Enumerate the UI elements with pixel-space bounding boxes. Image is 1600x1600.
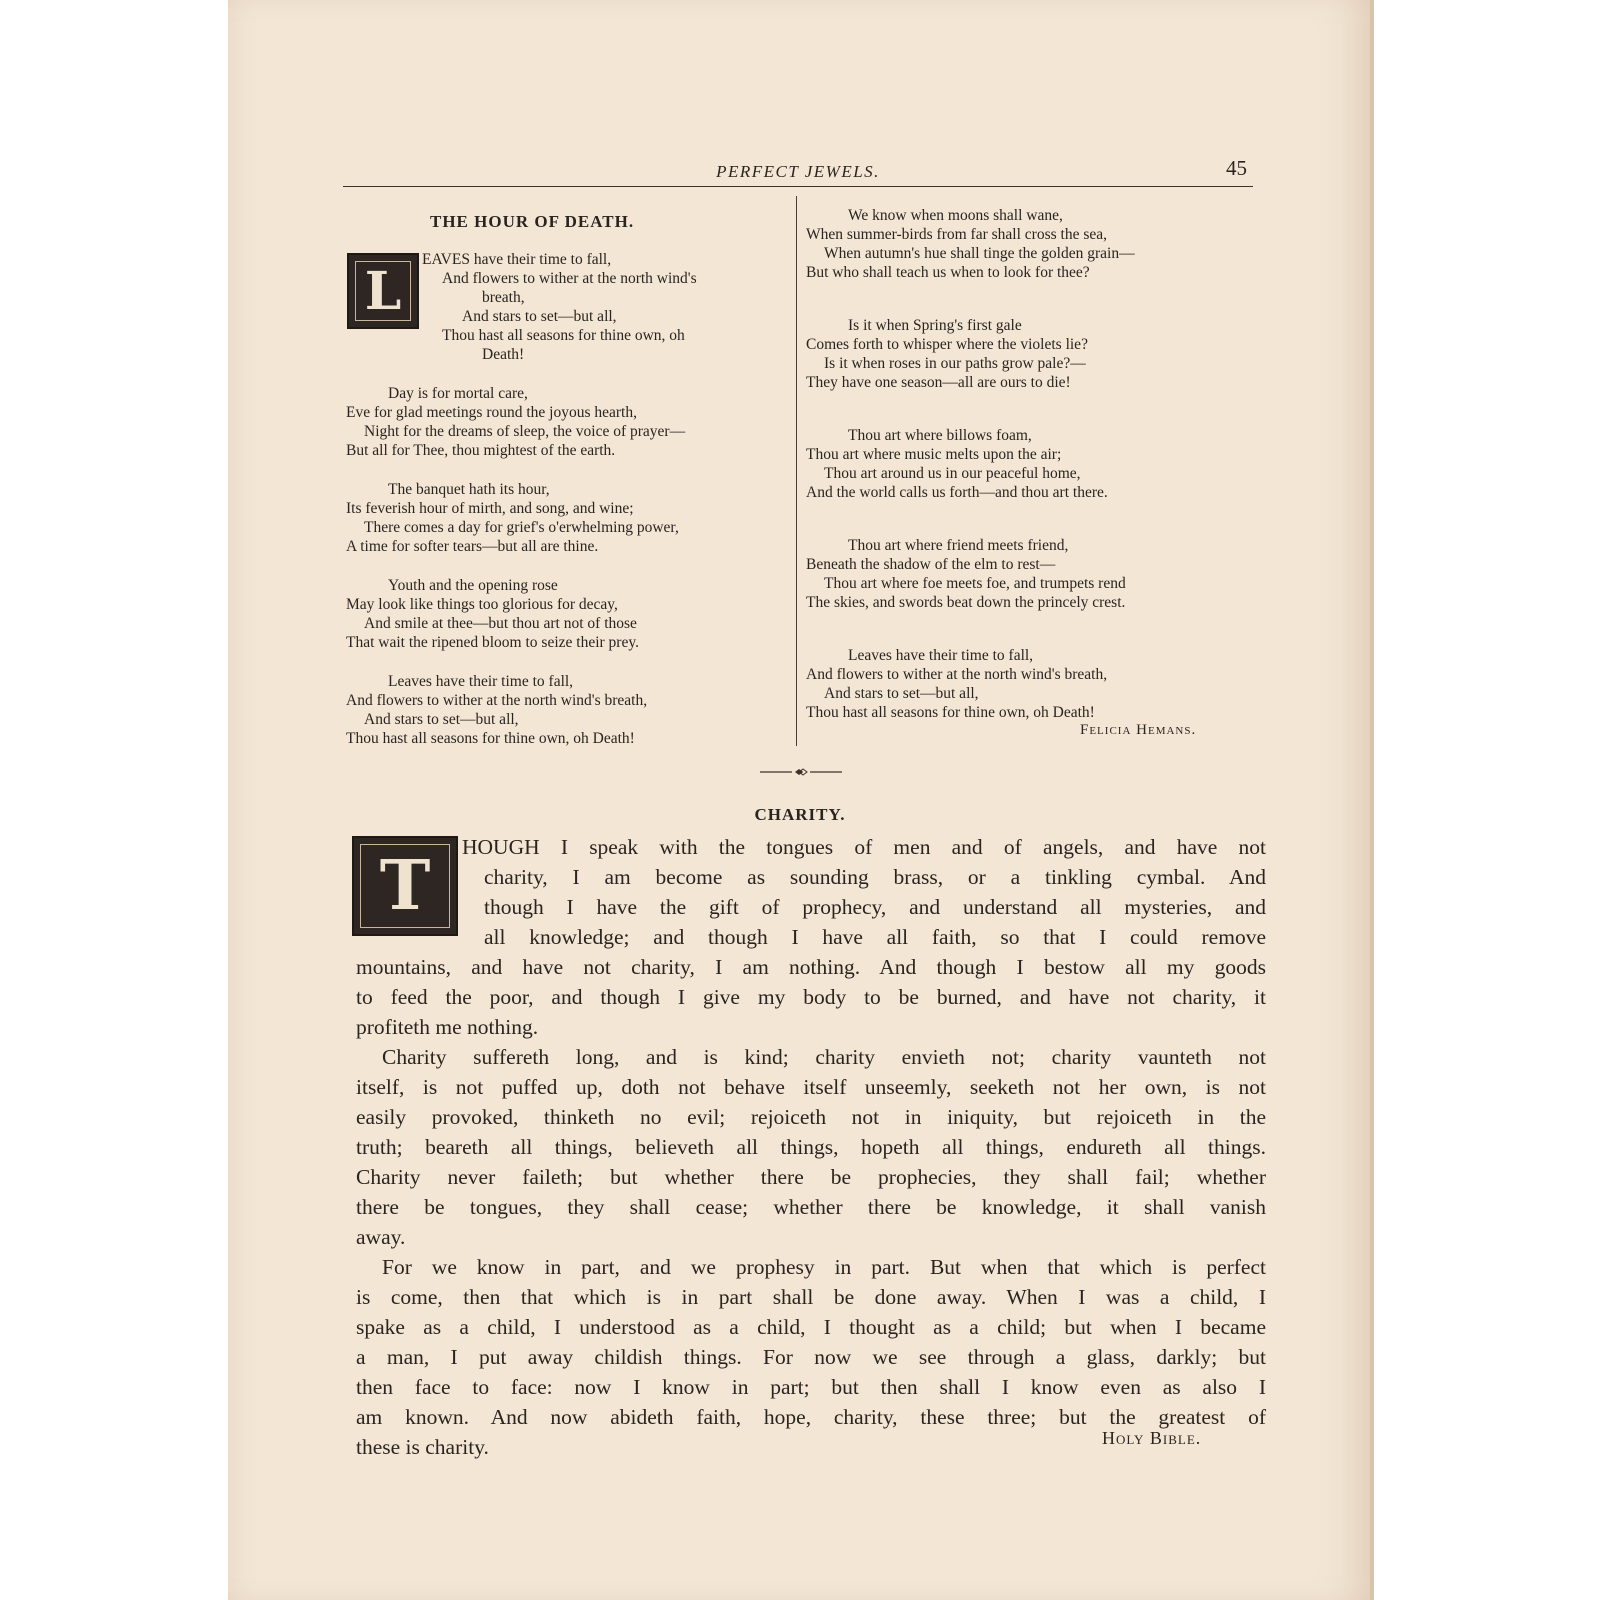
poem-attribution: Felicia Hemans. — [1080, 722, 1197, 738]
prose-line: though I have the gift of prophecy, and understand all mysteries, and — [484, 895, 1266, 919]
verse-line: Thou art where friend meets friend, — [848, 537, 1069, 554]
verse-line: Is it when roses in our paths grow pale?— — [824, 355, 1086, 372]
verse-line: Its feverish hour of mirth, and song, and wine; — [346, 500, 634, 517]
prose-line: these is charity. — [356, 1435, 489, 1459]
verse-line: There comes a day for grief's o'erwhelming power, — [364, 519, 679, 536]
prose-line: For we know in part, and we prophesy in part. But when that which is perfect — [382, 1255, 1266, 1279]
stanza — [346, 480, 786, 556]
verse-line: And flowers to wither at the north wind's — [442, 270, 697, 287]
verse-line: Thou hast all seasons for thine own, oh Death! — [346, 730, 635, 747]
verse-line: Is it when Spring's first gale — [848, 317, 1022, 334]
verse-line: Leaves have their time to fall, — [848, 647, 1034, 664]
verse-line: The skies, and swords beat down the princely crest. — [806, 594, 1126, 611]
page-number: 45 — [1226, 156, 1247, 180]
verse-line: But who shall teach us when to look for thee? — [806, 264, 1090, 281]
running-head — [343, 156, 1253, 186]
running-head-title: PERFECT JEWELS. — [716, 162, 880, 181]
header-rule — [343, 186, 1253, 187]
poem-right-column — [806, 206, 1256, 722]
ornament-divider-icon — [760, 768, 842, 776]
drop-cap-letter: L — [355, 261, 411, 321]
poem-left-column — [346, 250, 786, 768]
verse-line: Thou art around us in our peaceful home, — [824, 465, 1081, 482]
verse-line: Comes forth to whisper where the violets lie? — [806, 336, 1088, 353]
charity-text — [356, 832, 1266, 1462]
prose-line: spake as a child, I understood as a child, I thought as a child; but when I became — [356, 1315, 1266, 1339]
verse-line: Beneath the shadow of the elm to rest— — [806, 556, 1056, 573]
stanza — [806, 206, 1256, 282]
page-edge — [1370, 0, 1374, 1600]
verse-line: And stars to set—but all, — [824, 685, 979, 702]
verse-line: Thou art where music melts upon the air; — [806, 446, 1062, 463]
verse-line: May look like things too glorious for decay, — [346, 596, 618, 613]
verse-line: Thou hast all seasons for thine own, oh — [442, 327, 685, 344]
prose-line: charity, I am become as sounding brass, or a tinkling cymbal. And — [484, 865, 1266, 889]
verse-line: Eve for glad meetings round the joyous hearth, — [346, 404, 637, 421]
charity-title: CHARITY. — [754, 805, 846, 824]
drop-cap-letter: T — [360, 844, 450, 928]
verse-line: Youth and the opening rose — [388, 577, 558, 594]
verse-line: Leaves have their time to fall, — [388, 673, 574, 690]
prose-line: am known. And now abideth faith, hope, charity, these three; but the greatest of — [356, 1405, 1266, 1429]
verse-line: When summer-birds from far shall cross the sea, — [806, 226, 1107, 243]
prose-line: a man, I put away childish things. For now we see through a glass, darkly; but — [356, 1345, 1266, 1369]
charity-attribution: Holy Bible. — [1102, 1428, 1202, 1448]
verse-line: When autumn's hue shall tinge the golden grain— — [824, 245, 1135, 262]
verse-line: A time for softer tears—but all are thine. — [346, 538, 599, 555]
verse-line: And smile at thee—but thou art not of those — [364, 615, 637, 632]
prose-line: itself, is not puffed up, doth not behave itself unseemly, seeketh not her own, is not — [356, 1075, 1266, 1099]
prose-line: there be tongues, they shall cease; whether there be knowledge, it shall vanish — [356, 1195, 1266, 1219]
prose-line: Charity suffereth long, and is kind; charity envieth not; charity vaunteth not — [382, 1045, 1266, 1069]
verse-line: breath, — [482, 289, 525, 306]
stanza — [806, 316, 1256, 392]
verse-line: Thou art where billows foam, — [848, 427, 1032, 444]
stanza — [346, 250, 786, 364]
poem-title: THE HOUR OF DEATH. — [430, 212, 635, 231]
verse-line: Death! — [482, 346, 525, 363]
prose-line: away. — [356, 1225, 406, 1249]
column-divider — [796, 196, 797, 746]
verse-line: And stars to set—but all, — [462, 308, 617, 325]
stanza — [806, 646, 1256, 722]
verse-line: And the world calls us forth—and thou art there. — [806, 484, 1108, 501]
prose-line: to feed the poor, and though I give my body to be burned, and have not charity, it — [356, 985, 1266, 1009]
verse-line: Thou art where foe meets foe, and trumpets rend — [824, 575, 1126, 592]
prose-line: easily provoked, thinketh no evil; rejoiceth not in iniquity, but rejoiceth in the — [356, 1105, 1266, 1129]
verse-line: EAVES have their time to fall, — [422, 251, 612, 268]
verse-line: And flowers to wither at the north wind's breath, — [346, 692, 648, 709]
prose-line: mountains, and have not charity, I am nothing. And though I bestow all my goods — [356, 955, 1266, 979]
prose-line: profiteth me nothing. — [356, 1015, 539, 1039]
verse-line: The banquet hath its hour, — [388, 481, 550, 498]
verse-line: But all for Thee, thou mightest of the earth. — [346, 442, 616, 459]
prose-line: all knowledge; and though I have all faith, so that I could remove — [484, 925, 1266, 949]
stanza — [346, 576, 786, 652]
verse-line: We know when moons shall wane, — [848, 207, 1063, 224]
prose-line: is come, then that which is in part shall be done away. When I was a child, I — [356, 1285, 1266, 1309]
stanza — [346, 384, 786, 460]
verse-line: That wait the ripened bloom to seize their prey. — [346, 634, 639, 651]
stanza — [806, 536, 1256, 612]
stanza — [346, 672, 786, 748]
prose-line: truth; beareth all things, believeth all things, hopeth all things, endureth all things. — [356, 1135, 1266, 1159]
verse-line: And flowers to wither at the north wind's breath, — [806, 666, 1108, 683]
verse-line: Thou hast all seasons for thine own, oh Death! — [806, 704, 1095, 721]
verse-line: And stars to set—but all, — [364, 711, 519, 728]
stanza — [806, 426, 1256, 502]
prose-line: HOUGH I speak with the tongues of men and of angels, and have not — [462, 835, 1266, 859]
verse-line: Day is for mortal care, — [388, 385, 528, 402]
prose-line: then face to face: now I know in part; but then shall I know even as also I — [356, 1375, 1266, 1399]
prose-line: Charity never faileth; but whether there be prophecies, they shall fail; whether — [356, 1165, 1266, 1189]
verse-line: They have one season—all are ours to die! — [806, 374, 1071, 391]
verse-line: Night for the dreams of sleep, the voice of prayer— — [364, 423, 686, 440]
